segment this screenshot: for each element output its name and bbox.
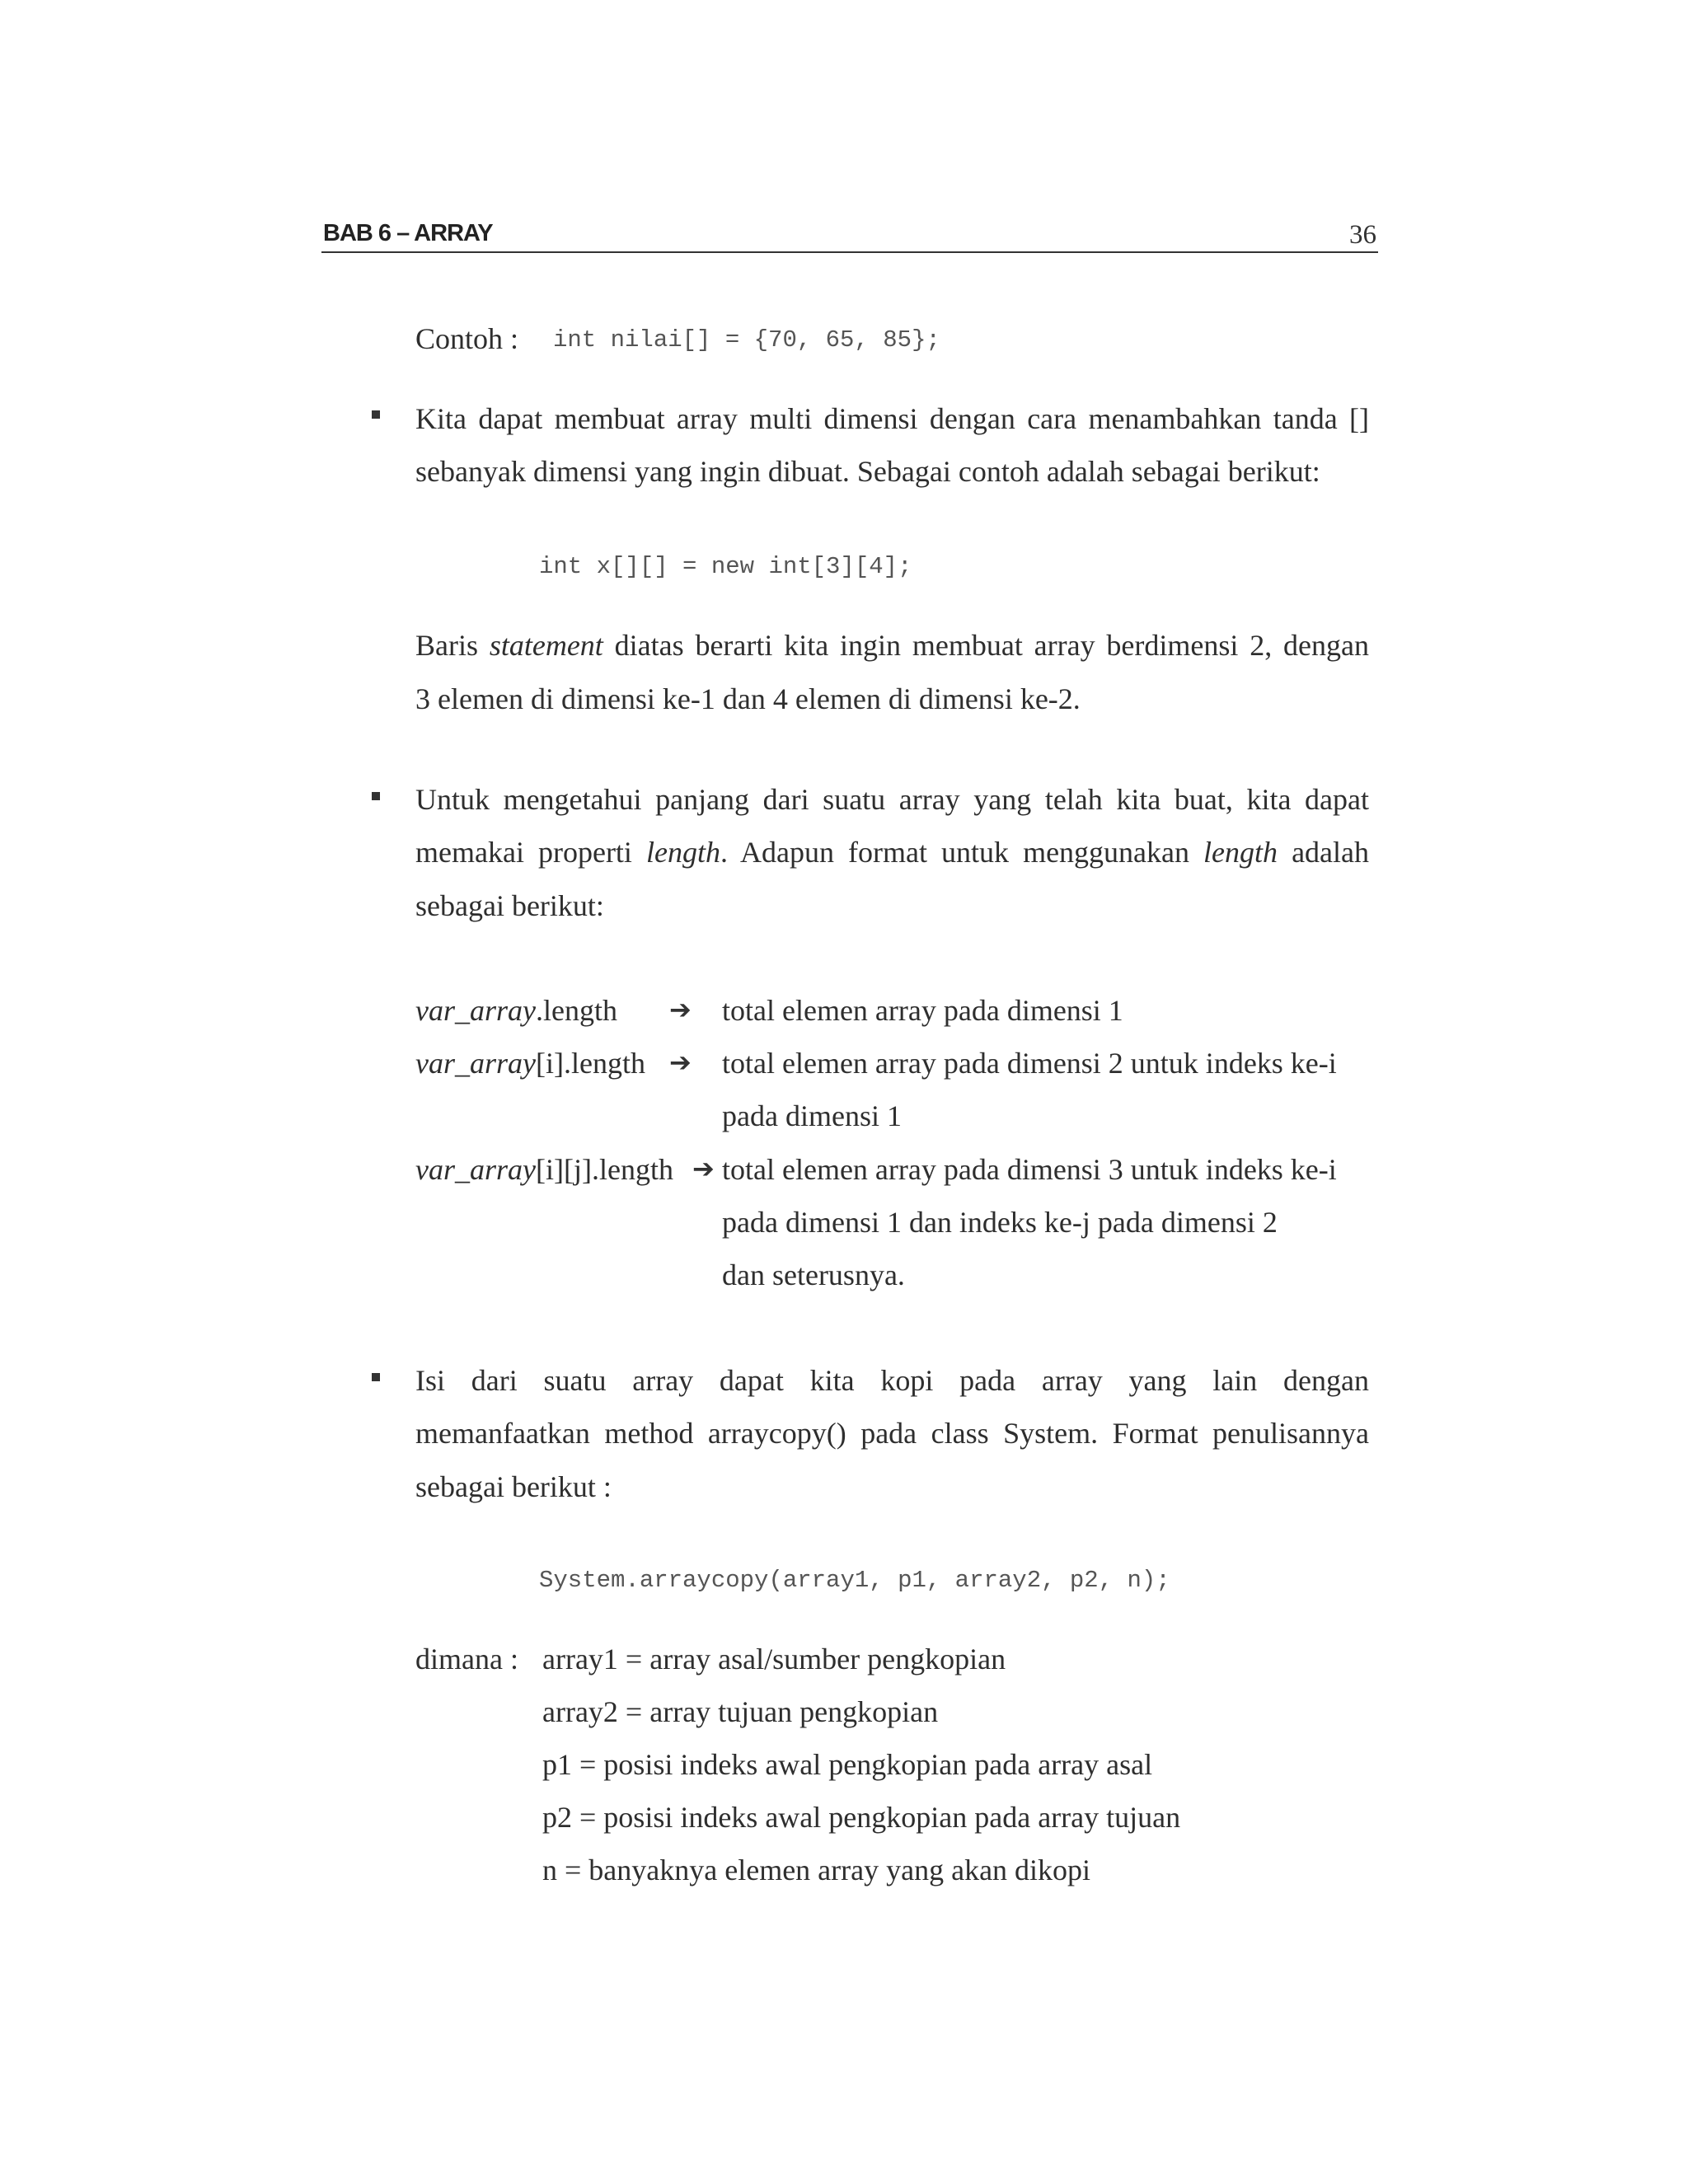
paragraph-line: Kita dapat membuat array multi dimensi dengan cara menambahkan tanda [] (415, 402, 1369, 435)
paragraph-line: Untuk mengetahui panjang dari suatu array yang telah kita buat, kita dapat (415, 783, 1369, 816)
length-row-desc: pada dimensi 1 (722, 1099, 902, 1132)
example-label: Contoh : (415, 322, 519, 355)
page-number: 36 (1349, 220, 1376, 250)
length-row-desc: dan seterusnya. (722, 1258, 905, 1291)
paragraph-line: memanfaatkan method arraycopy() pada class System. Format penulisannya (415, 1417, 1369, 1450)
paragraph-line: 3 elemen di dimensi ke-1 dan 4 elemen di dimensi ke-2. (415, 682, 1081, 715)
length-row-term: var_array[i].length (415, 1047, 645, 1080)
paragraph-line: Isi dari suatu array dapat kita kopi pada array yang lain dengan (415, 1364, 1369, 1397)
where-item: p1 = posisi indeks awal pengkopian pada array asal (542, 1748, 1153, 1781)
where-item: p2 = posisi indeks awal pengkopian pada array tujuan (542, 1801, 1181, 1834)
length-row-term: var_array[i][j].length (415, 1153, 673, 1186)
paragraph-line: sebanyak dimensi yang ingin dibuat. Sebagai contoh adalah sebagai berikut: (415, 455, 1320, 488)
length-row-desc: total elemen array pada dimensi 1 (722, 994, 1123, 1027)
bullet-marker (372, 792, 380, 800)
arrow-icon: ➔ (692, 1153, 715, 1184)
code-line: int x[][] = new int[3][4]; (539, 553, 912, 580)
where-item: n = banyaknya elemen array yang akan dikopi (542, 1854, 1091, 1886)
length-row-desc: pada dimensi 1 dan indeks ke-j pada dimensi 2 (722, 1206, 1278, 1239)
arrow-icon: ➔ (669, 994, 692, 1025)
paragraph-line: sebagai berikut: (415, 889, 604, 922)
where-item: array2 = array tujuan pengkopian (542, 1695, 939, 1728)
paragraph-line: Baris statement diatas berarti kita ingin membuat array berdimensi 2, dengan (415, 629, 1369, 662)
length-row-term: var_array.length (415, 994, 617, 1027)
arrow-icon: ➔ (669, 1047, 692, 1078)
length-row-desc: total elemen array pada dimensi 2 untuk indeks ke-i (722, 1047, 1337, 1080)
example-code: int nilai[] = {70, 65, 85}; (553, 326, 940, 354)
where-item: array1 = array asal/sumber pengkopian (542, 1643, 1006, 1675)
length-row-desc: total elemen array pada dimensi 3 untuk indeks ke-i (722, 1153, 1337, 1186)
header-rule (321, 251, 1378, 253)
code-line: System.arraycopy(array1, p1, array2, p2, n); (539, 1567, 1170, 1594)
bullet-marker (372, 410, 380, 419)
italic-term: statement (489, 629, 603, 662)
where-label: dimana : (415, 1643, 518, 1675)
bullet-marker (372, 1373, 380, 1381)
paragraph-line: memakai properti length. Adapun format untuk menggunakan length adalah (415, 836, 1370, 869)
paragraph-line: sebagai berikut : (415, 1470, 612, 1503)
chapter-title: BAB 6 – ARRAY (323, 220, 493, 246)
